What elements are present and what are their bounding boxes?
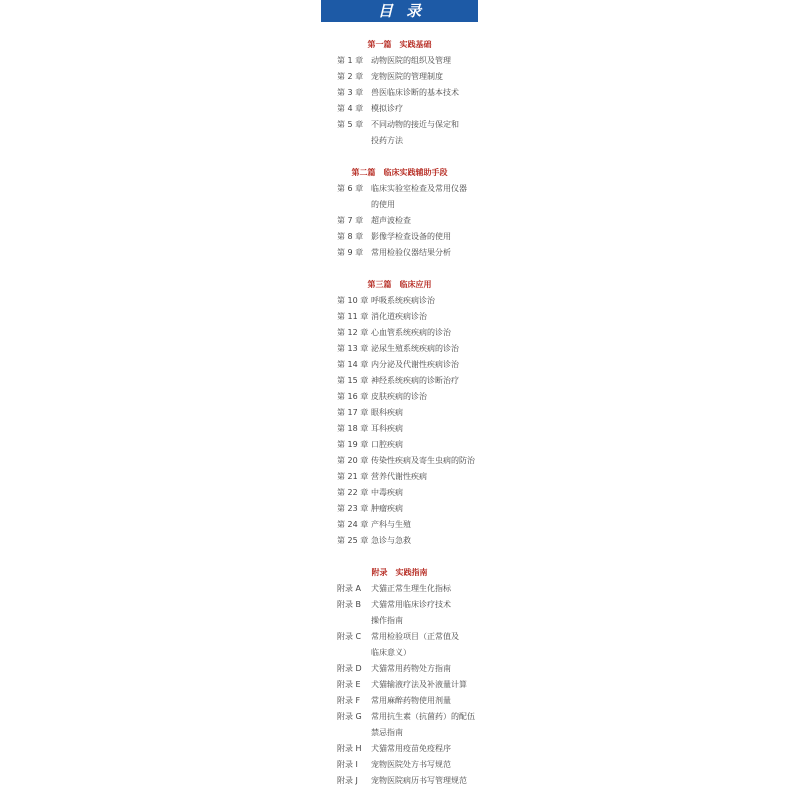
appendix-letter: 附录 J [337,776,358,785]
appendix-letter: 附录 A [337,584,362,593]
chapter-title [371,533,411,549]
toc-entry [321,677,478,693]
appendix-letter: 附录 E [337,680,361,689]
toc-entry [321,117,478,149]
chapter-title [371,341,459,357]
chapter-title-line: 模拟诊疗 [371,104,403,113]
chapter-number: 第 15 章 [337,376,369,385]
toc-entry [321,69,478,85]
appendix-title-line: 常用检验项目（正常值及 [371,632,459,641]
toc-entry [321,85,478,101]
chapter-title-line: 兽医临床诊断的基本技术 [371,88,459,97]
toc-entry [321,213,478,229]
chapter-title [371,213,411,229]
chapter-title [371,389,427,405]
appendix-title [371,581,451,597]
chapter-title [371,501,403,517]
toc-entry [321,501,478,517]
chapter-title [371,309,427,325]
chapter-title [371,245,451,261]
chapter-title [371,453,475,469]
toc-entry [321,709,478,741]
chapter-title-line: 泌尿生殖系统疾病的诊治 [371,344,459,353]
chapter-title [371,181,467,213]
toc-entry [321,693,478,709]
toc-entry [321,773,478,789]
table-of-contents [321,37,478,789]
chapter-title [371,229,451,245]
chapter-title [371,325,451,341]
toc-entry [321,341,478,357]
appendix-title [371,597,451,629]
chapter-title-line: 宠物医院的管理制度 [371,72,443,81]
chapter-title-line: 神经系统疾病的诊断治疗 [371,376,459,385]
chapter-title [371,517,411,533]
toc-entry [321,421,478,437]
toc-entry [321,741,478,757]
appendix-title-line: 犬猫常用药物处方指南 [371,664,451,673]
section-title: 第二篇 临床实践辅助手段 [351,168,448,177]
toc-entry [321,357,478,373]
appendix-title-line: 临床意义） [371,648,411,657]
toc-entry [321,373,478,389]
chapter-title-line: 眼科疾病 [371,408,403,417]
chapter-number: 第 25 章 [337,536,369,545]
chapter-number: 第 3 章 [337,88,364,97]
toc-entry [321,469,478,485]
chapter-title-line: 呼吸系统疾病诊治 [371,296,435,305]
appendix-title [371,773,467,789]
chapter-title-line: 不同动物的接近与保定和 [371,120,459,129]
chapter-title [371,53,451,69]
chapter-number: 第 18 章 [337,424,369,433]
appendix-title [371,709,475,741]
chapter-title-line: 内分泌及代谢性疾病诊治 [371,360,459,369]
chapter-title [371,69,443,85]
appendix-letter: 附录 B [337,600,362,609]
part-3-section [321,277,478,549]
appendix-letter: 附录 D [337,664,362,673]
appendix-title-line: 犬猫常用疫苗免疫程序 [371,744,451,753]
chapter-title [371,405,403,421]
chapter-title-line: 常用检验仪器结果分析 [371,248,451,257]
chapter-number: 第 14 章 [337,360,369,369]
appendix-title-line: 犬猫输液疗法及补液量计算 [371,680,467,689]
chapter-title-line: 影像学检查设备的使用 [371,232,451,241]
toc-entry [321,309,478,325]
appendix-title-line: 犬猫常用临床诊疗技术 [371,600,451,609]
part-2-section [321,165,478,261]
chapter-title [371,85,459,101]
appendix-title [371,757,451,773]
chapter-number: 第 8 章 [337,232,364,241]
chapter-title-line: 肿瘤疾病 [371,504,403,513]
chapter-title-line: 营养代谢性疾病 [371,472,427,481]
chapter-number: 第 23 章 [337,504,369,513]
section-title: 附录 实践指南 [371,568,428,577]
appendix-title-line: 宠物医院病历书写管理规范 [371,776,467,785]
chapter-title [371,485,403,501]
chapter-number: 第 19 章 [337,440,369,449]
chapter-number: 第 5 章 [337,120,364,129]
chapter-number: 第 13 章 [337,344,369,353]
appendix-title [371,661,451,677]
chapter-title-line: 超声波检查 [371,216,411,225]
chapter-title-line: 产科与生殖 [371,520,411,529]
chapter-title-line: 中毒疾病 [371,488,403,497]
part-1-section [321,37,478,149]
chapter-number: 第 6 章 [337,184,364,193]
appendix-title [371,677,467,693]
toc-entry [321,101,478,117]
toc-entry [321,453,478,469]
chapter-number: 第 16 章 [337,392,369,401]
chapter-title-line: 临床实验室检查及常用仪器 [371,184,467,193]
chapter-title [371,373,459,389]
chapter-number: 第 24 章 [337,520,369,529]
toc-title: 目 录 [377,2,426,20]
chapter-title [371,117,459,149]
toc-entry [321,405,478,421]
chapter-number: 第 2 章 [337,72,364,81]
chapter-title-line: 的使用 [371,200,395,209]
appendix-letter: 附录 F [337,696,361,705]
chapter-title-line: 口腔疾病 [371,440,403,449]
toc-entry [321,661,478,677]
appendix-title [371,741,451,757]
toc-entry [321,53,478,69]
toc-entry [321,325,478,341]
chapter-title-line: 消化道疾病诊治 [371,312,427,321]
toc-entry [321,229,478,245]
toc-entry [321,293,478,309]
toc-entry [321,757,478,773]
chapter-title [371,469,427,485]
toc-entry [321,533,478,549]
chapter-title [371,357,459,373]
chapter-number: 第 7 章 [337,216,364,225]
toc-entry [321,629,478,661]
toc-entry [321,437,478,453]
chapter-number: 第 1 章 [337,56,364,65]
chapter-title [371,101,403,117]
toc-entry [321,517,478,533]
chapter-number: 第 12 章 [337,328,369,337]
toc-entry [321,389,478,405]
appendix-title-line: 禁忌指南 [371,728,403,737]
section-title: 第三篇 临床应用 [367,280,432,289]
appendix-title [371,629,459,661]
appendix-title [371,693,451,709]
appendix-title-line: 宠物医院处方书写规范 [371,760,451,769]
toc-entry [321,597,478,629]
chapter-number: 第 21 章 [337,472,369,481]
appendix-letter: 附录 I [337,760,358,769]
chapter-title-line: 传染性疾病及寄生虫病的防治 [371,456,475,465]
appendix-section [321,565,478,789]
chapter-title-line: 耳科疾病 [371,424,403,433]
chapter-number: 第 22 章 [337,488,369,497]
appendix-title-line: 操作指南 [371,616,403,625]
chapter-number: 第 9 章 [337,248,364,257]
chapter-title-line: 心血管系统疾病的诊治 [371,328,451,337]
chapter-number: 第 11 章 [337,312,369,321]
toc-title-bar [321,0,478,22]
chapter-title-line: 皮肤疾病的诊治 [371,392,427,401]
appendix-title-line: 常用抗生素（抗菌药）的配伍 [371,712,475,721]
chapter-title-line: 动物医院的组织及管理 [371,56,451,65]
chapter-title [371,293,435,309]
toc-entry [321,181,478,213]
chapter-title-line: 投药方法 [371,136,403,145]
toc-entry [321,485,478,501]
appendix-title-line: 常用麻醉药物使用剂量 [371,696,451,705]
chapter-number: 第 17 章 [337,408,369,417]
chapter-number: 第 4 章 [337,104,364,113]
appendix-title-line: 犬猫正常生理生化指标 [371,584,451,593]
toc-entry [321,245,478,261]
chapter-title-line: 急诊与急救 [371,536,411,545]
toc-entry [321,581,478,597]
appendix-letter: 附录 G [337,712,362,721]
chapter-title [371,437,403,453]
chapter-number: 第 20 章 [337,456,369,465]
appendix-letter: 附录 H [337,744,362,753]
section-title: 第一篇 实践基础 [367,40,432,49]
chapter-title [371,421,403,437]
chapter-number: 第 10 章 [337,296,369,305]
appendix-letter: 附录 C [337,632,362,641]
